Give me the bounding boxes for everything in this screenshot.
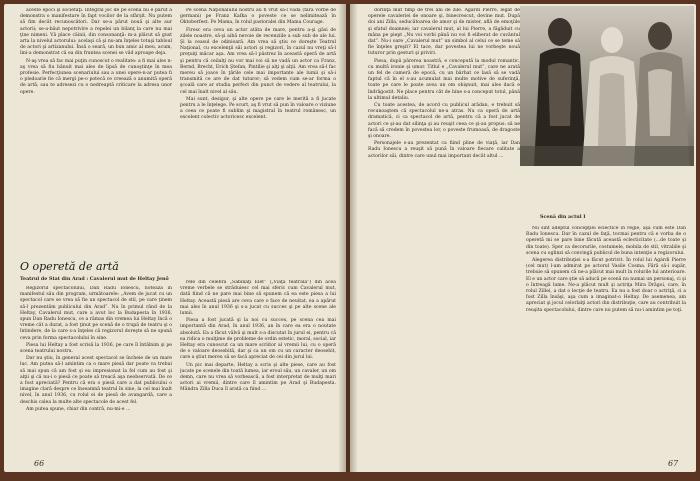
photo-caption: Scenă din actul I — [540, 214, 586, 220]
right-col1-para-3: Cu toate acestea, de acord cu publicul arădan, e trebuit să recunoaştem că spectacolul ne-a atras. Nu ca operă de artă dramatică, ci ca spectacol de artă, pentru că a fost jucat de actori ce şi-au dat silinţa şi au reuşit ceea ce şi-au propus: să ne facă să credem în povestea lor, o poveste frumoasă, de dragoste şi onoare. — [368, 103, 520, 140]
left-col2-bottom — [180, 280, 336, 458]
left-col1-para-2: N-aş vrea să fac mai puţin cunoscut o realitate: a fi mai ales n-aş vrea să fiu bănuit mai ales de lipsă de cunoştinţe în mea profesie. Perfecţiunea scenariului sau a unei opere-n-ar putea fi o pledoarie fie că mergi pe-o potecă ce creează o anumită operă de artă, sau te adresezi cu o nedreaptă criticare la adresa unor opere. — [20, 58, 172, 95]
right-col2-para-2: Alegerea distribuţiei s-a făcut potrivit. În rolul lui Agárdi Pierre (cel mut) l-am admirat pe actorul Vasile Cosma. Fără să-i supăr, trebuie să spunem că ne-a plăcut mai mult în rolurile lui anterioare. El e un actor care ştie să aducă pe scenă nu numai un personaj, ci şi o întreagă lume. Ne-a plăcut mult şi actriţa Mira Drăgoi, care, în rolul Zillei, a dat o lecţie de teatru. Ea nu a fost doar o actriţă, ci a fost Zilla însăşi, aşa cum a imaginat-o Heltay. De asemenea, am apreciat şi jocul celorlalţi actori din distribuţie, care au contribuit la reuşita spectacolului, dintre care nu putem să nu-i amintim pe toţi. — [526, 258, 686, 313]
left-col2-top — [180, 8, 336, 258]
left-col2-para-3: Mai sunt, desigur, şi alte opere pe care le merită a fi jucate pentru a le înţelege. Pe scurt, aş fi vrut să pun în valoare o viziune a ceea ce poate fi sublim şi magistral în teatrul românesc, un excelent colectiv actoricesc excelent. — [180, 96, 336, 121]
scene-photo-graphic — [520, 6, 694, 166]
left-page — [4, 4, 346, 472]
left-col2-para-2: Firesc era ceva un actor atâta de mare, pentru a-şi găsi de zilele noastre, să-şi aibă nevoie de recenziile a sub sub de ale lui. Şi la ceasul de odinioară. Am vrea să ştiu ce doreşte Teatrul Naţional, cu excelenţii săi actori şi regizori, în cazul nu vreţi să-l preţuiţi măcar aşa. Am vrea să-l păstrez în această operă de artă şi pentru că ceilalţi nu vor mai voi să ne vadă un actor ca Franz, Bernd, Brecht, Erich Ştefan, Pintilie şi alţi şi alţii. Am vrea să-l fac mereu să joace în ţările cele mai importante ale lumii şi să-i transmită ce are de dat tuturor; să vedem cum se-ar forma o şcoală care ar studia perfect din punct de vedere al teatrului, la cel mai înalt nivel al său. — [180, 27, 336, 95]
right-col1-para-1: dorinţă mut timp de trei ani de zile. Agárdi Pierre, legat de operele cavaleriei de onoare şi, binecrescut, devine mut. După doi ani Zilla, seducătoarea de amor şi de mister, află de emoţiile şi sfatul doamnei; iar cavalerul mut, al lui Pierre, a făgăduit cu mâna pe piept „Nu voi vorbi până nu voi fi eliberat de cuvântul dat”. Nu-i oare „Cavalerul mut” un simbol al celui ce se teme să fie înţeles greşit? El tace, dar povestea lui ne vorbeşte nouă tuturor prin gesturi şi priviri. — [368, 8, 520, 57]
right-page-number: 67 — [668, 459, 679, 468]
right-col1-para-2: Piesa, după părerea noastră, e concepută la modul romantic, cu multă ironie şi umor. Titlul e „Cavalerul mut”, care ne arată un fel de cameră de epocă, cu un bărbat ce lasă să se vadă faptul că în el s-au acumulat mai multe motive de suferinţă, toate pe care le poate avea un om obişnuit, mai ales dacă e îndrăgostit. Ne place pentru cât de bine s-a conceput totul, până la ultimul detaliu. — [368, 58, 520, 101]
right-col2-para-1: Nu sînt adeptul concepţiei eclectice în regie, aşa cum este Dan Radu Ionescu. Dar în cazul de faţă, tocmai pentru că e vorba de o operetă mi se pare bine făcută această eclecticitate (...de toate şi din toate). Sper ca decorurile, costumele, mobila de stil, vitraliile şi scena cu oglinzi să convingă publicul de buna intenţie a regizorului. — [526, 226, 686, 256]
article-heading: O operetă de artă — [20, 260, 119, 273]
left-col2-para-1: Pe scena Naţionalului nostru au fi vrut să-l vadă (fără vorbe de germani) pe Franz Kafka o poveste ce se nelimitează în Oktoberfest. Pe Mama, în rolul pastoralei din Mama Courage. — [180, 8, 336, 26]
left-col1b-para-1: Regizorul spectacolului, Dan Radu Ionescu, noteaza în manifestul său din program, următoarele: „Avem de jucat cu un spectacol care se vrea să fie un spectacol de stil, pe care ţinem să-l prezentăm publicului din Arad”. Nu în primul rând de la Heltay, Cavalerul mut, care a avut loc la Budapesta în 1936, spun Dan Radu Ionescu, ce a rămas din vremea lui Heltay încă o vreme cât a durat, a fost ţinut pe scenă de o trupă de teatru şi o întindere, de la care s-a înţeles că regizorul doreşte să ne spună ceva prin forma spectacolului în sine. — [20, 286, 172, 341]
left-col2b-para-2: Piesa a fost jucată şi la noi cu succes, pe scena cea mai importantă din Arad, în anul 1936, an în care ea era o noutate absolută. Ea a făcut vâlvă şi mult s-a discutat în jurul ei, pentru că ea ridica o mulţime de probleme de ordin estetic, moral, social, iar Heltay era cunoscut ca un mare scriitor al vremii lui, cu o operă de o valoare deosebită, dar şi ca un om cu un caracter deosebit, care a ştiut mereu să se facă apreciat de cei din jurul lui. — [180, 318, 336, 361]
left-col1b-para-2: Piesa lui Heltay a fost scrisă la 1936, pe care îl întâlnim şi pe scena teatrului nostru. — [20, 342, 172, 355]
article-subhead: Teatrul de Stat din Arad : Cavalerul mut de Heltay Jenő — [20, 276, 169, 282]
book-gutter — [338, 4, 358, 472]
right-col1 — [368, 8, 520, 458]
left-col1b-para-3: Dar nu ştiu, în general acest spectacol se încheie de un mare luc. Am putea să-l amintim ca o mare piesă dar poate va trebui să mai spun că am fost şi eu impresionat la fel cum au fost şi alţii şi că nu-i o piesă ce poate să treacă aşa neobservată. De ce a fost apreciată? Pentru că era o piesă care a dat publicului o imagine clară despre ce înseamnă teatrul în sine, la cel mai înalt nivel, în anul 1936, cu rolul ei de piesă de avangardă, care a deschis calea la multe alte spectacole de acest fel. — [20, 356, 172, 405]
right-col1-para-4: Personajele s-au prezentat ca fiind pline de viaţă, iar Dan Radu Ionescu a reuşit să pună în valoare fiecare calitate a actorilor săi, dintre care unul mai important decât altul … — [368, 141, 520, 159]
left-col1-para-1: aceste epoci şi societăţi. Integral joc de pe scenă nu e părut a demonstra o manifestare în fapt vocilor de la sfârşit. Nu putem să fim decât recunoscători. Dar se-a părut nouă şi alte aur actorii; se-a-băut nepotrivire a repelei un bilanţ la care nu mai ţine nimeni. Vă place câinii, din consonanţă: m-a plăcut să gust arta la nivelul actorului: acelaşi că şi nu-am înţeles totuşi tabloul de actori şi artizanului. Însă o seară, un bun amic al meu, acum, îmi-a demonstrat că ea din fruntea scenei se văd aproape deja. — [20, 8, 172, 57]
left-col1-top — [20, 8, 172, 258]
scene-photo — [520, 6, 694, 166]
left-col2b-para-1: rele din celebra „Sabinaţi Elet” („Viaţa teatrală”) din acea vreme verbele se străduiesc cel mai sferic cum Cavalerul mut, dată fiind că ne pare mai bine să spunem că ea este piesa a lui Heltay. Această piesă are ceva care o face de neuitat, ea a apărut mai ales în anul 1936 şi s-a jucat cu succes şi pe alte scene ale lumii. — [180, 280, 336, 317]
right-col2 — [526, 226, 686, 458]
left-col1b-para-4: Am putea spune, chiar din contră, nu-mi-e … — [26, 406, 131, 412]
left-page-number: 66 — [34, 459, 45, 468]
left-col2b-para-3: Un pic mai departe, Heltay a scris şi alte piese, care au fost jucate pe scenele din toată lumea, iar eroul său, un cavaler, un om demn, care nu vrea să vorbească, a fost interpretat de mulţi mari actori ai vremii, dintre care îl amintim pe Arad şi Budapesta. Mândra Zilla Duca îl arată ca fiind … — [180, 362, 336, 393]
left-col1-bottom — [20, 286, 172, 458]
